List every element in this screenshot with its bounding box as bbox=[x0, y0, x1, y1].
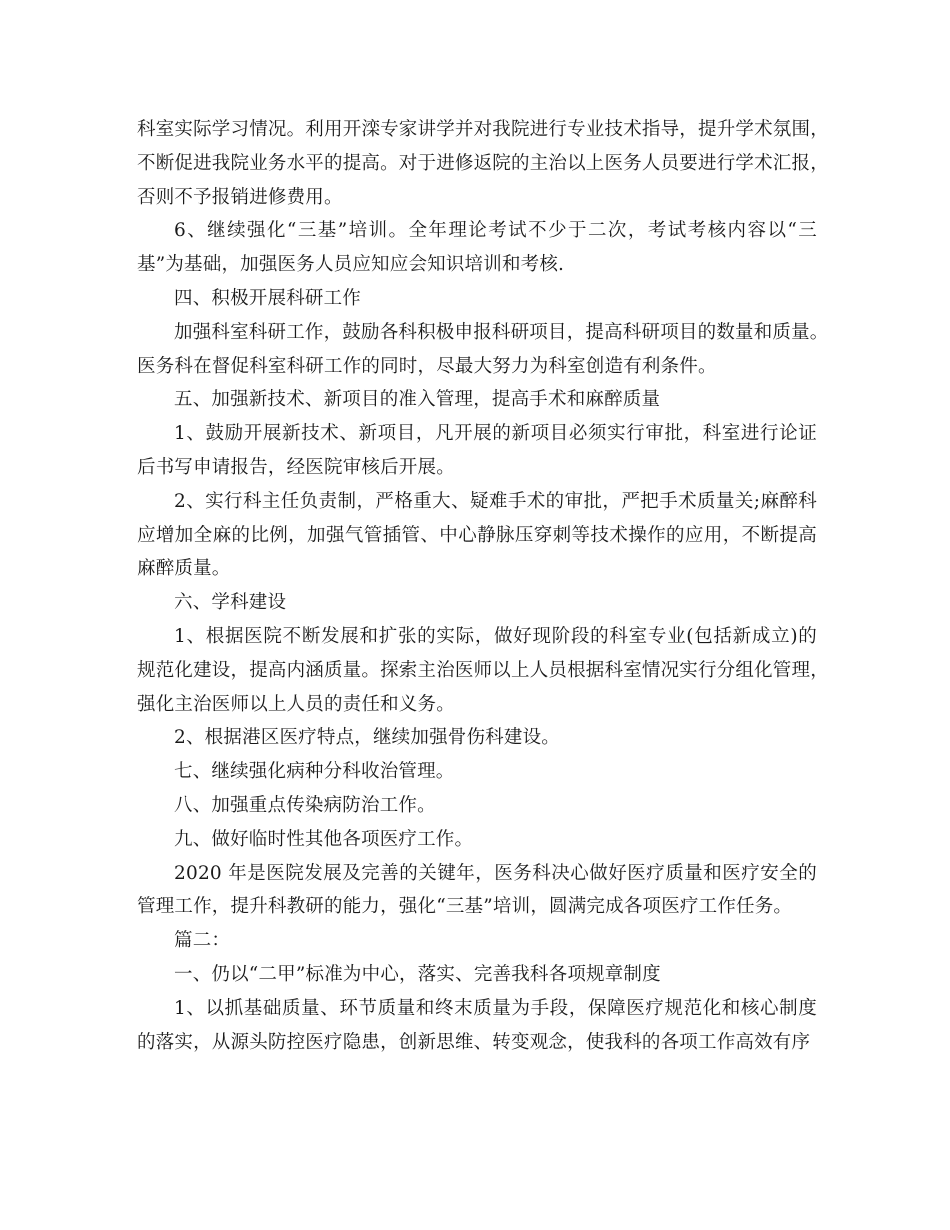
paragraph bbox=[137, 417, 817, 485]
text-line: 九、做好临时性其他各项医疗工作。 bbox=[174, 828, 474, 850]
paragraph bbox=[137, 755, 817, 789]
text-line: 麻醉质量。 bbox=[137, 558, 231, 580]
paragraph bbox=[137, 383, 817, 417]
text-line: 6、继续强化“三基”培训。全年理论考试不少于二次，考试考核内容以“三 bbox=[174, 220, 817, 242]
paragraph bbox=[137, 992, 817, 1060]
text-line: 2、实行科主任负责制，严格重大、疑难手术的审批，严把手术质量关;麻醉科 bbox=[174, 490, 817, 512]
paragraph bbox=[137, 958, 817, 992]
paragraph bbox=[137, 113, 829, 214]
paragraph bbox=[137, 857, 817, 925]
paragraph bbox=[137, 586, 817, 620]
paragraph bbox=[137, 721, 817, 755]
text-line: 2020 年是医院发展及完善的关键年，医务科决心做好医疗质量和医疗安全的 bbox=[174, 862, 817, 884]
text-line: 四、积极开展科研工作 bbox=[174, 287, 362, 309]
text-line: 管理工作，提升科教研的能力，强化“三基”培训，圆满完成各项医疗工作任务。 bbox=[137, 896, 793, 918]
paragraph bbox=[137, 485, 817, 586]
text-line: 否则不予报销进修费用。 bbox=[137, 186, 343, 208]
text-line: 医务科在督促科室科研工作的同时，尽最大努力为科室创造有利条件。 bbox=[137, 355, 717, 377]
paragraph bbox=[137, 924, 817, 958]
text-line: 1、以抓基础质量、环节质量和终末质量为手段，保障医疗规范化和核心制度 bbox=[174, 997, 817, 1019]
text-line: 的落实，从源头防控医疗隐患，创新思维、转变观念，使我科的各项工作高效有序 bbox=[137, 1031, 811, 1053]
text-line: 规范化建设，提高内涵质量。探索主治医师以上人员根据科室情况实行分组化管理， bbox=[137, 659, 829, 681]
text-line: 不断促进我院业务水平的提高。对于进修返院的主治以上医务人员要进行学术汇报， bbox=[137, 152, 829, 174]
text-line: 1、鼓励开展新技术、新项目，凡开展的新项目必须实行审批，科室进行论证 bbox=[174, 423, 817, 445]
document-body bbox=[137, 113, 829, 1059]
text-line: 应增加全麻的比例，加强气管插管、中心静脉压穿刺等技术操作的应用，不断提高 bbox=[137, 524, 817, 546]
text-line: 科室实际学习情况。利用开滦专家讲学并对我院进行专业技术指导，提升学术氛围， bbox=[137, 119, 829, 140]
text-line: 基”为基础，加强医务人员应知应会知识培训和考核. bbox=[137, 254, 565, 276]
paragraph bbox=[137, 282, 817, 316]
text-line: 后书写申请报告，经医院审核后开展。 bbox=[137, 456, 455, 478]
text-line: 2、根据港区医疗特点，继续加强骨伤科建设。 bbox=[174, 727, 560, 749]
text-line: 八、加强重点传染病防治工作。 bbox=[174, 794, 436, 816]
paragraph bbox=[137, 620, 829, 721]
paragraph bbox=[137, 214, 817, 282]
paragraph bbox=[137, 789, 817, 823]
text-line: 七、继续强化病种分科收治管理。 bbox=[174, 761, 455, 783]
text-line: 篇二： bbox=[174, 930, 231, 952]
text-line: 五、加强新技术、新项目的准入管理，提高手术和麻醉质量 bbox=[174, 389, 661, 411]
text-line: 六、学科建设 bbox=[174, 592, 287, 614]
text-line: 1、根据医院不断发展和扩张的实际，做好现阶段的科室专业(包括新成立)的 bbox=[174, 625, 817, 647]
text-line: 加强科室科研工作，鼓励各科积极申报科研项目，提高科研项目的数量和质量。 bbox=[174, 321, 829, 343]
text-line: 一、仍以“二甲”标准为中心，落实、完善我科各项规章制度 bbox=[174, 963, 661, 985]
text-line: 强化主治医师以上人员的责任和义务。 bbox=[137, 693, 455, 715]
paragraph bbox=[137, 823, 817, 857]
paragraph bbox=[137, 316, 829, 384]
